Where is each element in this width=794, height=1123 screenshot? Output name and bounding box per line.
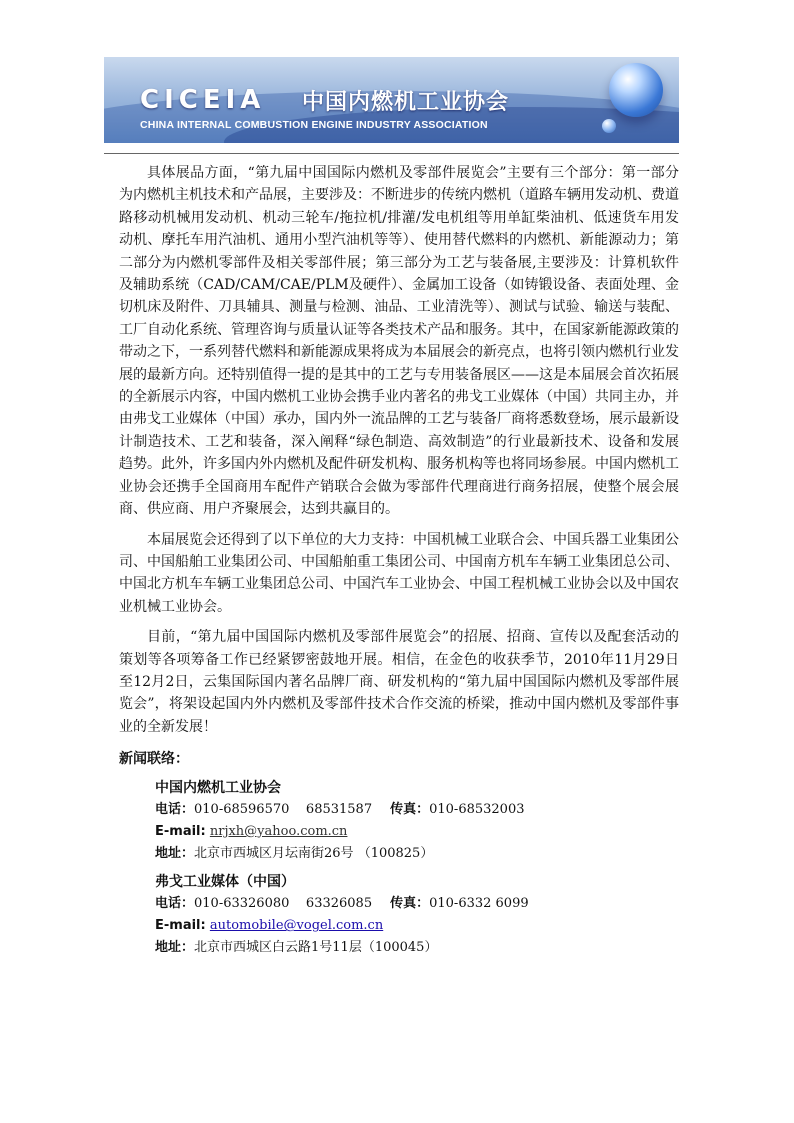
document-body [119, 162, 679, 959]
email-label: E-mail: [155, 918, 206, 934]
phone-label: 电话： [155, 896, 195, 912]
logo-text: CICEIA [140, 85, 266, 115]
droplet-icon [602, 119, 616, 133]
contact-email-line [155, 915, 679, 937]
contact-email-line [155, 821, 679, 843]
address-label: 地址： [155, 940, 195, 956]
header-banner [104, 57, 679, 143]
contact-org: 中国内燃机工业协会 [155, 779, 281, 796]
fax-label: 传真： [390, 801, 430, 817]
fax-value: 010-6332 6099 [429, 896, 529, 912]
news-contact-title: 新闻联络： [119, 751, 189, 768]
paragraph-exhibits: 具体展品方面，“第九届中国国际内燃机及零部件展览会”主要有三个部分：第一部分为内燃机主机技术和产品展，主要涉及：不断进步的传统内燃机（道路车辆用发动机、费道路移动机械用发动机、机动三轮车/拖拉机/排灌/发电机组等用单缸柴油机、低速货车用发动机、摩托车用汽油机、通用小型汽油机等等）、使用替代燃料的内燃机、新能源动力；第二部分为内燃机零部件及相关零部件展；第三部分为工艺与装备展,主要涉及：计算机软件及辅助系统（CAD/CAM/CAE/PLM及硬件）、金属加工设备（如铸锻设备、表面处理、金切机床及附件、刀具辅具、测量与检测、油品、工业清洗等）、测试与试验、输送与装配、工厂自动化系统、管理咨询与质量认证等各类技术产品和服务。其中，在国家新能源政策的带动之下，一系列替代燃料和新能源成果将成为本届展会的新亮点，也将引领内燃机行业发展的最新方向。还特别值得一提的是其中的工艺与专用装备展区——这是本届展会首次拓展的全新展示内容，中国内燃机工业协会携手业内著名的弗戈工业媒体（中国）共同主办，并由弗戈工业媒体（中国）承办，国内外一流品牌的工艺与装备厂商将悉数登场，展示最新设计制造技术、工艺和装备，深入阐释“绿色制造、高效制造”的行业最新技术、设备和发展趋势。此外，许多国内外内燃机及配件研发机构、服务机构等也将同场参展。中国内燃机工业协会还携手全国商用车配件产销联合会做为零部件代理商进行商务招展，使整个展会展商、供应商、用户齐聚展会，达到共赢目的。 [119, 165, 679, 518]
address-value: 北京市西城区白云路1号11层（100045） [194, 940, 438, 956]
association-name-en: CHINA INTERNAL COMBUSTION ENGINE INDUSTRY ASSOCIATION [140, 119, 488, 131]
fax-value: 010-68532003 [429, 801, 525, 817]
contact-block-vogel [155, 871, 679, 959]
paragraph-supporters: 本届展览会还得到了以下单位的大力支持：中国机械工业联合会、中国兵器工业集团公司、中国船舶工业集团公司、中国船舶重工集团公司、中国南方机车车辆工业集团总公司、中国北方机车车辆工业集团总公司、中国汽车工业协会、中国工程机械工业协会以及中国农业机械工业协会。 [119, 531, 679, 615]
contact-phone-line [155, 799, 679, 821]
contact-address-line [155, 843, 679, 865]
contact-phone-line [155, 893, 679, 915]
address-label: 地址： [155, 845, 195, 861]
contact-org: 弗戈工业媒体（中国） [155, 873, 295, 890]
paragraph-preparation: 目前，“第九届中国国际内燃机及零部件展览会”的招展、招商、宣传以及配套活动的策划等各项筹备工作已经紧锣密鼓地开展。相信，在金色的收获季节，2010年11月29日至12月2日，云集国际国内著名品牌厂商、研发机构的“第九届中国国际内燃机及零部件展览会”，将架设起国内外内燃机及零部件技术合作交流的桥梁，推动中国内燃机及零部件事业的全新发展！ [119, 629, 679, 735]
email-label: E-mail: [155, 823, 206, 839]
contact-address-line [155, 937, 679, 959]
email-link[interactable]: nrjxh@yahoo.com.cn [209, 823, 348, 839]
header-divider [104, 153, 679, 154]
fax-label: 传真： [390, 896, 430, 912]
email-link[interactable]: automobile@vogel.com.cn [209, 918, 384, 934]
globe-icon [609, 63, 663, 117]
phone-label: 电话： [155, 801, 195, 817]
contact-block-ciceia [155, 777, 679, 865]
address-value: 北京市西城区月坛南街26号 （100825） [194, 845, 434, 861]
association-name-cn: 中国内燃机工业协会 [302, 90, 510, 115]
phone-value: 010-63326080 63326085 [194, 896, 373, 912]
phone-value: 010-68596570 68531587 [194, 801, 373, 817]
